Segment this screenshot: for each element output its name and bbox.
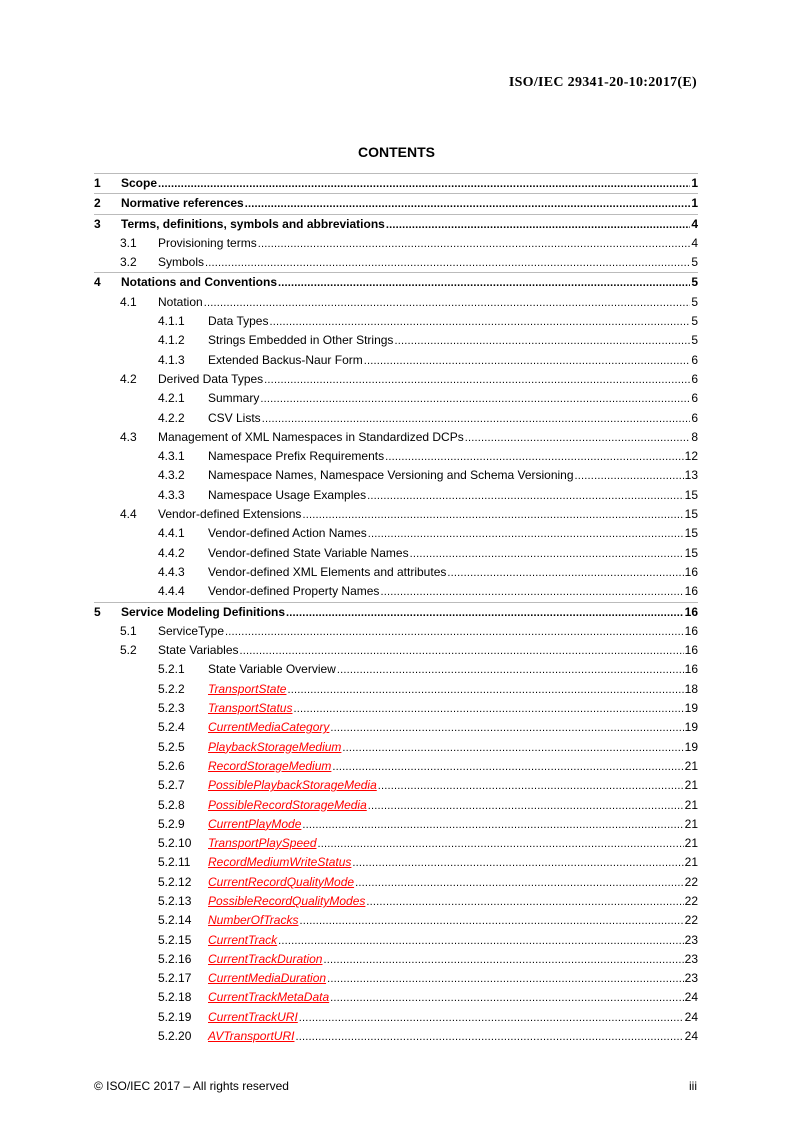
toc-leader-dots bbox=[204, 294, 691, 313]
toc-entry-number: 5.2 bbox=[120, 643, 137, 658]
toc-entry[interactable] bbox=[94, 173, 698, 193]
toc-entry-page: 16 bbox=[684, 660, 698, 679]
toc-leader-dots bbox=[368, 525, 684, 544]
toc-leader-dots bbox=[352, 854, 683, 873]
toc-entry-title: Namespace Names, Namespace Versioning and Schema Versioning bbox=[208, 466, 575, 485]
toc-entry-title: Vendor-defined Extensions bbox=[158, 505, 302, 524]
toc-entry-page: 21 bbox=[684, 815, 698, 834]
toc-entry[interactable] bbox=[94, 351, 698, 370]
toc-entry[interactable] bbox=[94, 815, 698, 834]
toc-entry[interactable] bbox=[94, 428, 698, 447]
toc-leader-dots bbox=[330, 989, 683, 1008]
toc-entry-title: Namespace Usage Examples bbox=[208, 486, 367, 505]
toc-entry-page: 23 bbox=[684, 950, 698, 969]
toc-entry-number: 3.2 bbox=[120, 255, 137, 270]
toc-entry-page: 5 bbox=[690, 253, 698, 272]
toc-entry-title[interactable]: CurrentTrackDuration bbox=[208, 950, 323, 969]
toc-entry-page: 21 bbox=[684, 776, 698, 795]
toc-entry-page: 12 bbox=[684, 447, 698, 466]
toc-entry-number: 5.2.4 bbox=[158, 720, 185, 735]
toc-entry-page: 24 bbox=[684, 1008, 698, 1027]
toc-entry-title: Notations and Conventions bbox=[121, 273, 278, 292]
toc-entry-number: 4.1.1 bbox=[158, 314, 185, 329]
toc-entry[interactable] bbox=[94, 931, 698, 950]
toc-leader-dots bbox=[465, 429, 691, 448]
toc-leader-dots bbox=[337, 661, 684, 680]
toc-entry[interactable] bbox=[94, 853, 698, 872]
toc-entry[interactable] bbox=[94, 253, 698, 272]
toc-entry-number: 5.2.6 bbox=[158, 758, 185, 773]
toc-leader-dots bbox=[302, 506, 683, 525]
toc-entry-page: 13 bbox=[684, 466, 698, 485]
toc-entry-title[interactable]: CurrentMediaDuration bbox=[208, 969, 327, 988]
toc-entry-page: 16 bbox=[684, 622, 698, 641]
toc-entry-number: 5.2.9 bbox=[158, 816, 185, 831]
toc-entry-number: 5.2.18 bbox=[158, 990, 192, 1005]
toc-leader-dots bbox=[323, 951, 683, 970]
toc-entry-number: 5.2.5 bbox=[158, 739, 185, 754]
toc-leader-dots bbox=[269, 313, 690, 332]
toc-entry-title[interactable]: TransportPlaySpeed bbox=[208, 834, 318, 853]
toc-entry-number: 5.2.20 bbox=[158, 1029, 192, 1044]
toc-entry[interactable] bbox=[94, 389, 698, 408]
toc-entry[interactable] bbox=[94, 602, 698, 622]
toc-leader-dots bbox=[293, 700, 683, 719]
toc-leader-dots bbox=[410, 545, 684, 564]
toc-entry-number: 2 bbox=[94, 196, 101, 211]
toc-entry-page: 19 bbox=[684, 738, 698, 757]
toc-entry-page: 19 bbox=[684, 718, 698, 737]
toc-leader-dots bbox=[302, 816, 683, 835]
toc-leader-dots bbox=[240, 642, 684, 661]
toc-entry-title: Strings Embedded in Other Strings bbox=[208, 331, 394, 350]
toc-entry-number: 4.1.3 bbox=[158, 352, 185, 367]
toc-leader-dots bbox=[205, 254, 690, 273]
toc-entry-title[interactable]: CurrentTrackURI bbox=[208, 1008, 299, 1027]
toc-entry[interactable] bbox=[94, 680, 698, 699]
toc-entry-title[interactable]: PlaybackStorageMedium bbox=[208, 738, 342, 757]
toc-entry[interactable] bbox=[94, 312, 698, 331]
toc-leader-dots bbox=[394, 332, 690, 351]
toc-entry[interactable] bbox=[94, 447, 698, 466]
toc-leader-dots bbox=[378, 777, 684, 796]
toc-entry-title: Vendor-defined Property Names bbox=[208, 582, 380, 601]
toc-entry-page: 5 bbox=[690, 312, 698, 331]
toc-entry-number: 4.2 bbox=[120, 371, 137, 386]
toc-entry[interactable] bbox=[94, 622, 698, 641]
toc-leader-dots bbox=[295, 1028, 683, 1047]
toc-leader-dots bbox=[278, 274, 690, 293]
toc-entry[interactable] bbox=[94, 834, 698, 853]
toc-entry-number: 4 bbox=[94, 275, 101, 290]
toc-entry[interactable] bbox=[94, 873, 698, 892]
toc-entry-page: 15 bbox=[684, 524, 698, 543]
toc-entry-page: 16 bbox=[684, 641, 698, 660]
toc-entry-page: 16 bbox=[684, 582, 698, 601]
toc-leader-dots bbox=[299, 912, 683, 931]
toc-entry-number: 4.1 bbox=[120, 294, 137, 309]
toc-entry-page: 24 bbox=[684, 1027, 698, 1046]
toc-entry-title: Terms, definitions, symbols and abbreviations bbox=[121, 215, 386, 234]
toc-entry-page: 6 bbox=[690, 409, 698, 428]
toc-entry-page: 22 bbox=[684, 892, 698, 911]
toc-entry-number: 5.2.3 bbox=[158, 701, 185, 716]
toc-entry-title: Derived Data Types bbox=[158, 370, 264, 389]
toc-entry-page: 1 bbox=[690, 174, 698, 193]
toc-entry-page: 6 bbox=[690, 389, 698, 408]
toc-entry-page: 1 bbox=[690, 194, 698, 213]
toc-leader-dots bbox=[342, 739, 683, 758]
toc-entry-title: Provisioning terms bbox=[158, 234, 258, 253]
toc-entry[interactable] bbox=[94, 544, 698, 563]
toc-entry-title[interactable]: TransportStatus bbox=[208, 699, 293, 718]
toc-leader-dots bbox=[330, 719, 683, 738]
toc-entry-page: 21 bbox=[684, 757, 698, 776]
toc-leader-dots bbox=[287, 681, 683, 700]
toc-entry-number: 5.2.12 bbox=[158, 874, 192, 889]
toc-leader-dots bbox=[327, 970, 684, 989]
toc-entry-title: Notation bbox=[158, 293, 204, 312]
toc-entry-number: 5.2.14 bbox=[158, 913, 192, 928]
toc-entry-number: 5.2.10 bbox=[158, 836, 192, 851]
toc-entry-title: Vendor-defined XML Elements and attributes bbox=[208, 563, 447, 582]
toc-entry-number: 4.4.3 bbox=[158, 564, 185, 579]
toc-entry[interactable] bbox=[94, 466, 698, 485]
toc-leader-dots bbox=[355, 874, 684, 893]
toc-entry-page: 21 bbox=[684, 796, 698, 815]
footer-page-number: iii bbox=[689, 1079, 697, 1093]
toc-entry-title[interactable]: CurrentTrack bbox=[208, 931, 278, 950]
toc-entry-page: 23 bbox=[684, 931, 698, 950]
toc-entry-title: Management of XML Namespaces in Standardized DCPs bbox=[158, 428, 465, 447]
toc-entry[interactable] bbox=[94, 331, 698, 350]
toc-leader-dots bbox=[245, 195, 691, 214]
toc-entry[interactable] bbox=[94, 796, 698, 815]
toc-entry-page: 6 bbox=[690, 351, 698, 370]
toc-entry-page: 22 bbox=[684, 873, 698, 892]
toc-entry-title: Service Modeling Definitions bbox=[121, 603, 286, 622]
toc-entry-title: State Variable Overview bbox=[208, 660, 337, 679]
toc-entry[interactable] bbox=[94, 660, 698, 679]
toc-entry-number: 5.2.2 bbox=[158, 681, 185, 696]
toc-entry-number: 4.4.2 bbox=[158, 545, 185, 560]
toc-entry-page: 4 bbox=[690, 234, 698, 253]
toc-entry-page: 16 bbox=[684, 563, 698, 582]
toc-leader-dots bbox=[386, 216, 690, 235]
toc-entry-title: Scope bbox=[121, 174, 158, 193]
toc-entry-title[interactable]: CurrentRecordQualityMode bbox=[208, 873, 355, 892]
toc-leader-dots bbox=[264, 371, 690, 390]
toc-entry-page: 18 bbox=[684, 680, 698, 699]
toc-entry-title: Symbols bbox=[158, 253, 205, 272]
toc-entry-title[interactable]: PossibleRecordQualityModes bbox=[208, 892, 366, 911]
toc-entry[interactable] bbox=[94, 563, 698, 582]
toc-entry-title: Vendor-defined State Variable Names bbox=[208, 544, 410, 563]
toc-leader-dots bbox=[385, 448, 684, 467]
toc-entry-title[interactable]: RecordMediumWriteStatus bbox=[208, 853, 352, 872]
toc-entry-title: Vendor-defined Action Names bbox=[208, 524, 368, 543]
toc-entry-page: 15 bbox=[684, 544, 698, 563]
toc-entry-number: 4.4.4 bbox=[158, 584, 185, 599]
toc-entry-number: 4.2.1 bbox=[158, 391, 185, 406]
toc-entry[interactable] bbox=[94, 193, 698, 213]
toc-leader-dots bbox=[258, 235, 691, 254]
toc-entry-number: 3.1 bbox=[120, 235, 137, 250]
toc-entry-page: 24 bbox=[684, 988, 698, 1007]
toc-entry-page: 16 bbox=[684, 603, 698, 622]
toc-entry-title: ServiceType bbox=[158, 622, 225, 641]
toc-entry[interactable] bbox=[94, 293, 698, 312]
toc-entry-page: 21 bbox=[684, 853, 698, 872]
toc-entry[interactable] bbox=[94, 505, 698, 524]
toc-entry-number: 5.2.16 bbox=[158, 951, 192, 966]
toc-entry[interactable] bbox=[94, 486, 698, 505]
toc-entry-number: 4.3.3 bbox=[158, 487, 185, 502]
toc-entry-number: 4.2.2 bbox=[158, 410, 185, 425]
toc-leader-dots bbox=[278, 932, 684, 951]
toc-entry-number: 1 bbox=[94, 176, 101, 190]
toc-entry-page: 21 bbox=[684, 834, 698, 853]
toc-entry[interactable] bbox=[94, 969, 698, 988]
toc-entry-title[interactable]: CurrentMediaCategory bbox=[208, 718, 330, 737]
toc-entry[interactable] bbox=[94, 718, 698, 737]
toc-entry-number: 4.3 bbox=[120, 429, 137, 444]
toc-entry[interactable] bbox=[94, 738, 698, 757]
toc-entry-title[interactable]: NumberOfTracks bbox=[208, 911, 299, 930]
toc-entry-number: 5.2.8 bbox=[158, 797, 185, 812]
toc-leader-dots bbox=[158, 175, 690, 194]
toc-entry-title[interactable]: RecordStorageMedium bbox=[208, 757, 332, 776]
toc-entry-number: 5.2.13 bbox=[158, 893, 192, 908]
toc-entry-page: 22 bbox=[684, 911, 698, 930]
footer-copyright: © ISO/IEC 2017 – All rights reserved bbox=[94, 1079, 289, 1093]
toc-entry[interactable] bbox=[94, 214, 698, 234]
toc-entry[interactable] bbox=[94, 950, 698, 969]
toc-entry-page: 5 bbox=[690, 331, 698, 350]
toc-leader-dots bbox=[318, 835, 684, 854]
toc-entry[interactable] bbox=[94, 582, 698, 601]
toc-leader-dots bbox=[262, 410, 691, 429]
toc-entry-number: 5.2.7 bbox=[158, 778, 185, 793]
toc-entry-title: Namespace Prefix Requirements bbox=[208, 447, 385, 466]
toc-entry-title[interactable]: CurrentPlayMode bbox=[208, 815, 302, 834]
toc-entry-number: 5.2.15 bbox=[158, 932, 192, 947]
toc-entry[interactable] bbox=[94, 234, 698, 253]
toc-entry-page: 19 bbox=[684, 699, 698, 718]
toc-entry-title[interactable]: AVTransportURI bbox=[208, 1027, 295, 1046]
toc-entry[interactable] bbox=[94, 988, 698, 1007]
toc-entry-title: Normative references bbox=[121, 194, 245, 213]
toc-entry-number: 4.3.1 bbox=[158, 449, 185, 464]
toc-entry-number: 5.2.19 bbox=[158, 1009, 192, 1024]
toc-entry-page: 23 bbox=[684, 969, 698, 988]
toc-entry-page: 6 bbox=[690, 370, 698, 389]
toc-entry-number: 4.1.2 bbox=[158, 333, 185, 348]
toc-leader-dots bbox=[225, 623, 684, 642]
toc-entry[interactable] bbox=[94, 699, 698, 718]
toc-entry-page: 4 bbox=[690, 215, 698, 234]
table-of-contents bbox=[94, 173, 698, 1046]
toc-leader-dots bbox=[364, 352, 691, 371]
toc-entry[interactable] bbox=[94, 1008, 698, 1027]
toc-entry[interactable] bbox=[94, 409, 698, 428]
toc-entry-title: CSV Lists bbox=[208, 409, 262, 428]
toc-entry-number: 5.2.11 bbox=[158, 855, 191, 870]
toc-entry-title[interactable]: TransportState bbox=[208, 680, 287, 699]
toc-entry[interactable] bbox=[94, 641, 698, 660]
toc-entry-number: 4.4.1 bbox=[158, 526, 185, 541]
toc-leader-dots bbox=[447, 564, 683, 583]
toc-leader-dots bbox=[260, 390, 690, 409]
toc-entry-title: Extended Backus-Naur Form bbox=[208, 351, 364, 370]
toc-entry-number: 5 bbox=[94, 604, 101, 619]
toc-entry[interactable] bbox=[94, 1027, 698, 1046]
toc-entry-title[interactable]: PossibleRecordStorageMedia bbox=[208, 796, 368, 815]
toc-entry-number: 5.2.1 bbox=[158, 662, 185, 677]
toc-entry[interactable] bbox=[94, 892, 698, 911]
toc-entry-number: 4.4 bbox=[120, 507, 137, 522]
toc-entry-title[interactable]: PossiblePlaybackStorageMedia bbox=[208, 776, 378, 795]
toc-entry-page: 5 bbox=[690, 293, 698, 312]
toc-leader-dots bbox=[368, 797, 684, 816]
toc-entry[interactable] bbox=[94, 272, 698, 292]
toc-entry-number: 3 bbox=[94, 216, 101, 231]
page-title: CONTENTS bbox=[358, 144, 435, 160]
toc-entry-page: 15 bbox=[684, 505, 698, 524]
toc-leader-dots bbox=[332, 758, 683, 777]
toc-entry-number: 5.1 bbox=[120, 623, 137, 638]
toc-entry[interactable] bbox=[94, 370, 698, 389]
toc-leader-dots bbox=[367, 487, 684, 506]
toc-entry-title: Data Types bbox=[208, 312, 269, 331]
toc-entry-page: 5 bbox=[690, 273, 698, 292]
toc-entry-title: State Variables bbox=[158, 641, 240, 660]
toc-leader-dots bbox=[299, 1009, 684, 1028]
toc-entry-title[interactable]: CurrentTrackMetaData bbox=[208, 988, 330, 1007]
toc-entry[interactable] bbox=[94, 776, 698, 795]
toc-entry-page: 8 bbox=[690, 428, 698, 447]
toc-entry-page: 15 bbox=[684, 486, 698, 505]
toc-leader-dots bbox=[286, 604, 684, 623]
document-id: ISO/IEC 29341-20-10:2017(E) bbox=[508, 75, 697, 90]
toc-entry-title: Summary bbox=[208, 389, 260, 408]
toc-leader-dots bbox=[575, 467, 684, 486]
toc-leader-dots bbox=[366, 893, 683, 912]
toc-entry-number: 4.3.2 bbox=[158, 468, 185, 483]
toc-entry[interactable] bbox=[94, 911, 698, 930]
toc-leader-dots bbox=[380, 583, 683, 602]
toc-entry[interactable] bbox=[94, 757, 698, 776]
toc-entry-number: 5.2.17 bbox=[158, 971, 192, 986]
toc-entry[interactable] bbox=[94, 524, 698, 543]
